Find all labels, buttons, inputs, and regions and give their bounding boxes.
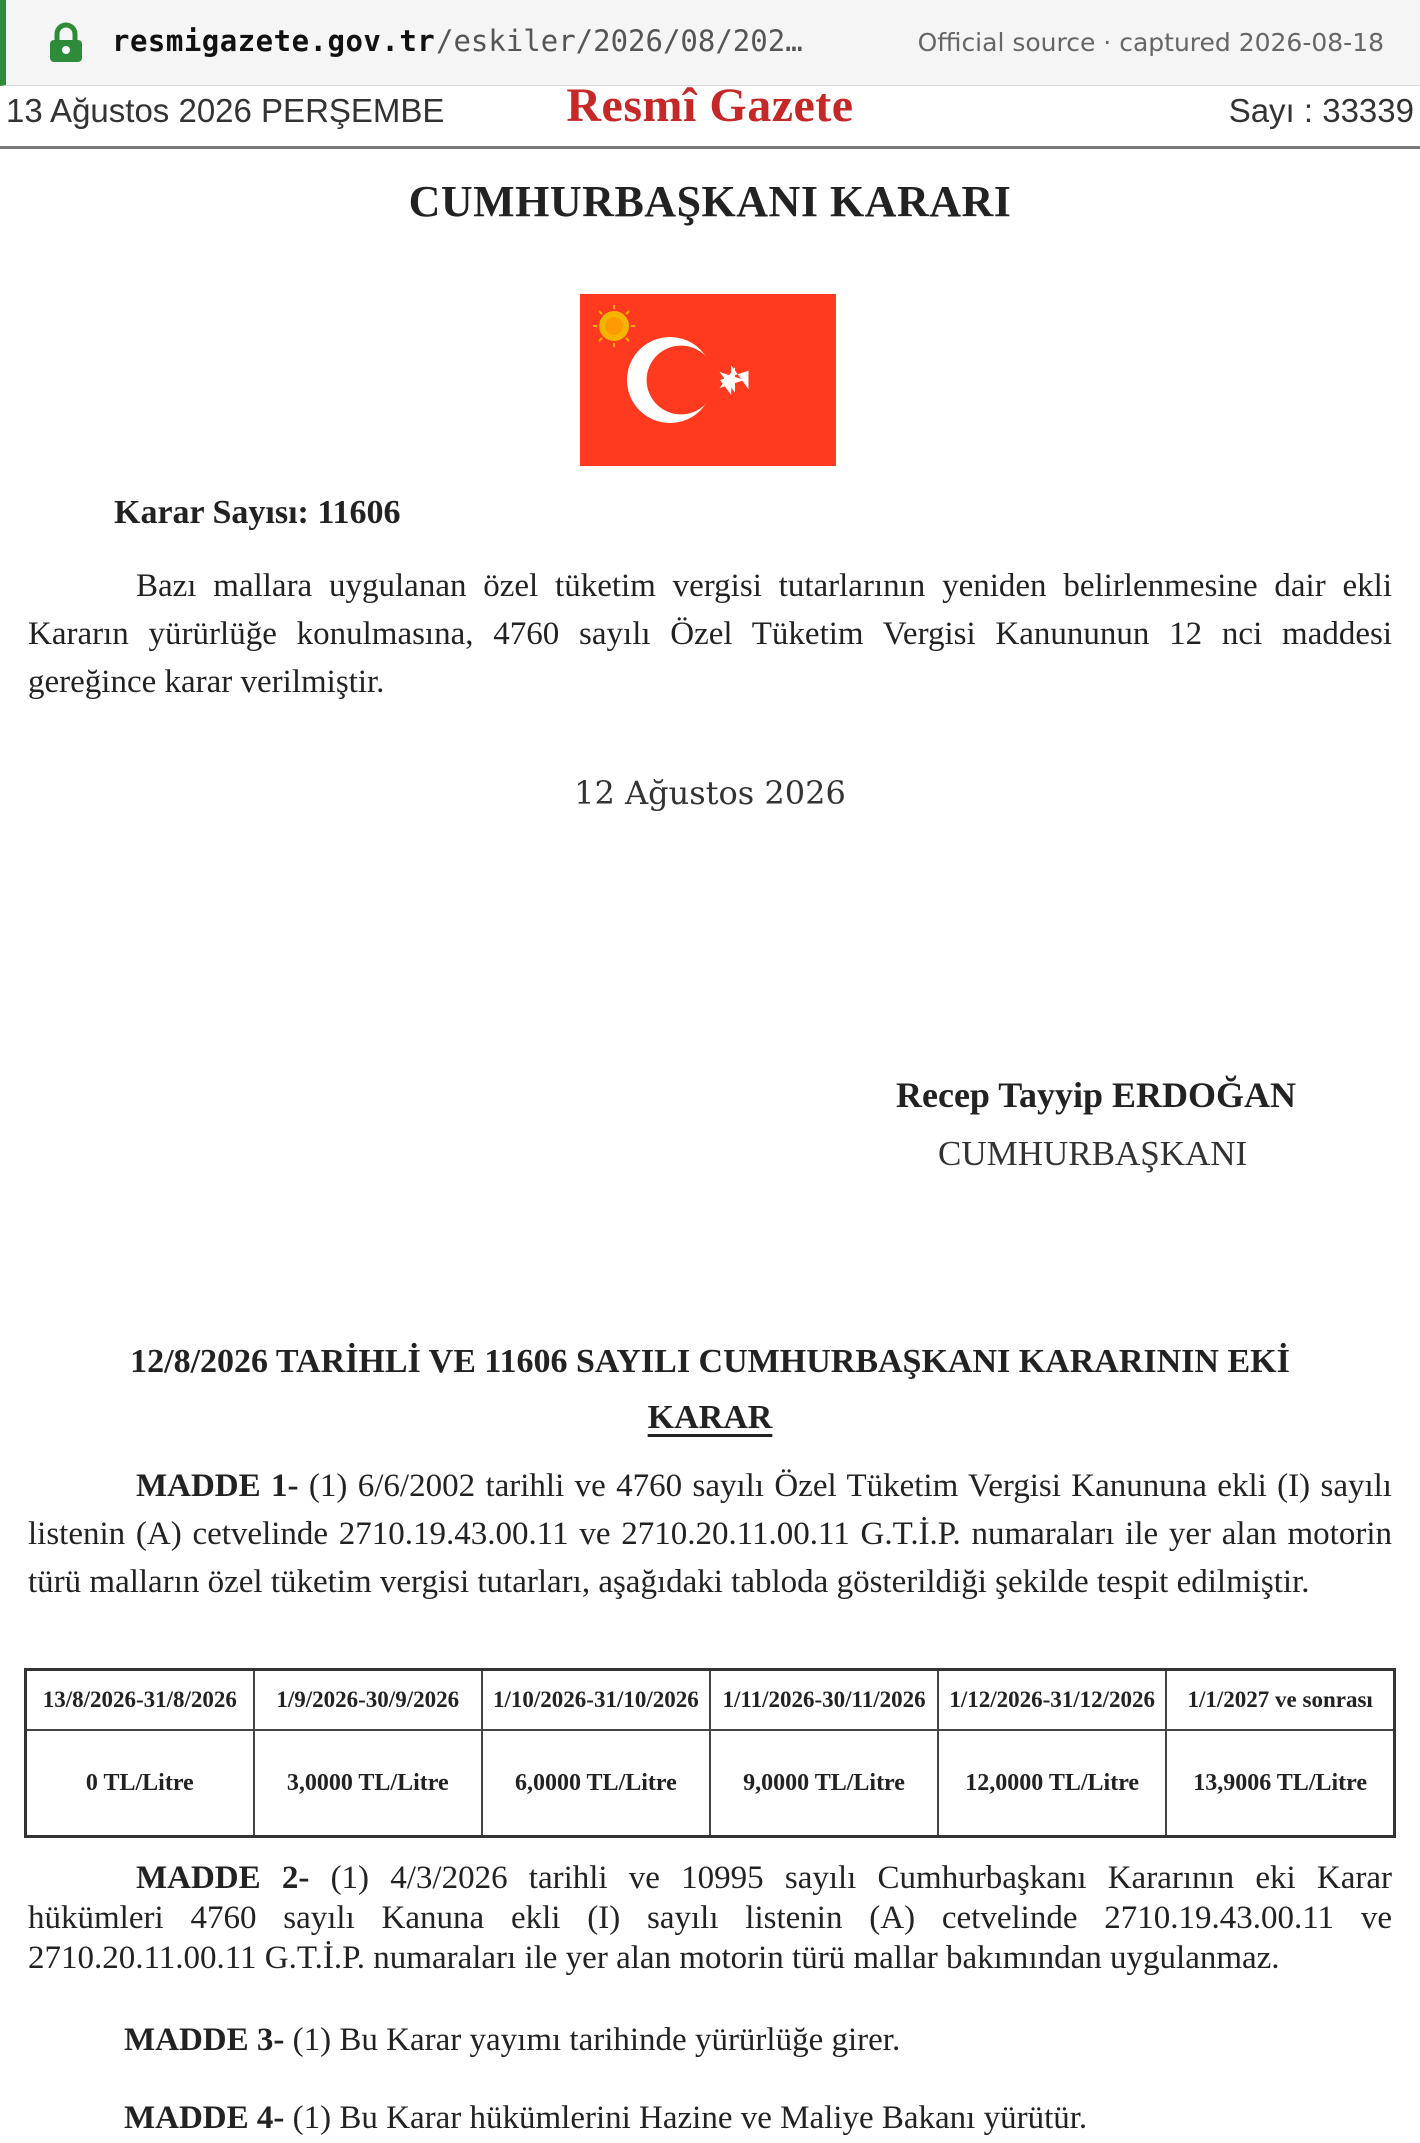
article-1 bbox=[28, 1462, 1392, 1606]
decree-body-text: Bazı mallara uygulanan özel tüketim vergisi tutarlarının yeniden belirlenmesine dair ekli Kararın yürürlüğe konulmasına, 4760 sayılı Özel Tüketim Vergisi Kanununun 12 nci maddesi gereğince karar verilmiştir. bbox=[28, 568, 1392, 700]
gazette-logo: Resmî Gazete bbox=[566, 79, 854, 132]
tax-rate-table bbox=[24, 1668, 1396, 1838]
article-4 bbox=[124, 2100, 1087, 2137]
signatory-title: CUMHURBAŞKANI bbox=[938, 1134, 1248, 1173]
decree-body bbox=[28, 562, 1392, 706]
gazette-issue-number: Sayı : 33339 bbox=[1228, 92, 1414, 129]
capture-note: Official source · captured 2026-08-18 bbox=[917, 28, 1384, 57]
signatory-name: Recep Tayyip ERDOĞAN bbox=[896, 1075, 1297, 1115]
table-cell: 9,0000 TL/Litre bbox=[710, 1730, 938, 1837]
table-header-cell: 1/12/2026-31/12/2026 bbox=[938, 1670, 1166, 1731]
turkish-flag-icon bbox=[580, 294, 836, 466]
table-cell: 3,0000 TL/Litre bbox=[254, 1730, 482, 1837]
table-header-row bbox=[26, 1670, 1395, 1731]
header-divider bbox=[0, 146, 1420, 149]
table-row bbox=[26, 1730, 1395, 1837]
address-bar bbox=[0, 0, 1420, 86]
table-cell: 12,0000 TL/Litre bbox=[938, 1730, 1166, 1837]
annex-title-line2: KARAR bbox=[647, 1399, 773, 1436]
annex-title bbox=[0, 1334, 1420, 1446]
article-2-label: MADDE 2- bbox=[136, 1860, 310, 1896]
annex-title-line1: 12/8/2026 TARİHLİ VE 11606 SAYILI CUMHURBAŞKANI KARARININ EKİ bbox=[130, 1343, 1290, 1380]
table-cell: 0 TL/Litre bbox=[26, 1730, 254, 1837]
table-header-cell: 13/8/2026-31/8/2026 bbox=[26, 1670, 254, 1731]
article-1-label: MADDE 1- bbox=[136, 1468, 299, 1504]
decree-date: 12 Ağustos 2026 bbox=[574, 774, 846, 812]
decree-title: CUMHURBAŞKANI KARARI bbox=[408, 177, 1012, 226]
article-4-label: MADDE 4- bbox=[124, 2100, 285, 2136]
article-2 bbox=[28, 1858, 1392, 1978]
table-cell: 13,9006 TL/Litre bbox=[1166, 1730, 1394, 1837]
table-cell: 6,0000 TL/Litre bbox=[482, 1730, 710, 1837]
article-1-text: (1) 6/6/2002 tarihli ve 4760 sayılı Özel Tüketim Vergisi Kanununa ekli (I) sayılı listenin (A) cetvelinde 2710.19.43.00.11 ve 2710.20.11.00.11 G.T.İ.P. numaraları ile yer alan motorin türü malların özel tüketim vergisi tutarları, aşağıdaki tabloda gösterildiği şekilde tespit edilmiştir. bbox=[28, 1468, 1392, 1600]
article-2-text: (1) 4/3/2026 tarihli ve 10995 sayılı Cumhurbaşkanı Kararının eki Karar hükümleri 4760 sayılı Kanuna ekli (I) sayılı listenin (A) cetvelinde 2710.19.43.00.11 ve 2710.20.11.00.11 G.T.İ.P. numaraları ile yer alan motorin türü mallar bakımından uygulanmaz. bbox=[28, 1860, 1392, 1976]
lock-icon bbox=[46, 22, 86, 64]
table-header-cell: 1/10/2026-31/10/2026 bbox=[482, 1670, 710, 1731]
table-header-cell: 1/1/2027 ve sonrası bbox=[1166, 1670, 1394, 1731]
article-3-label: MADDE 3- bbox=[124, 2022, 285, 2058]
table-header-cell: 1/9/2026-30/9/2026 bbox=[254, 1670, 482, 1731]
gazette-date: 13 Ağustos 2026 PERŞEMBE bbox=[6, 92, 445, 129]
article-3-text: (1) Bu Karar yayımı tarihinde yürürlüğe girer. bbox=[292, 2022, 901, 2058]
decree-number: Karar Sayısı: 11606 bbox=[114, 494, 401, 531]
article-3 bbox=[124, 2022, 900, 2059]
article-4-text: (1) Bu Karar hükümlerini Hazine ve Maliye Bakanı yürütür. bbox=[292, 2100, 1088, 2136]
url-path[interactable]: /eskiler/2026/08/202… bbox=[436, 24, 803, 58]
url-domain[interactable]: resmigazete.gov.tr bbox=[112, 24, 436, 58]
table-header-cell: 1/11/2026-30/11/2026 bbox=[710, 1670, 938, 1731]
